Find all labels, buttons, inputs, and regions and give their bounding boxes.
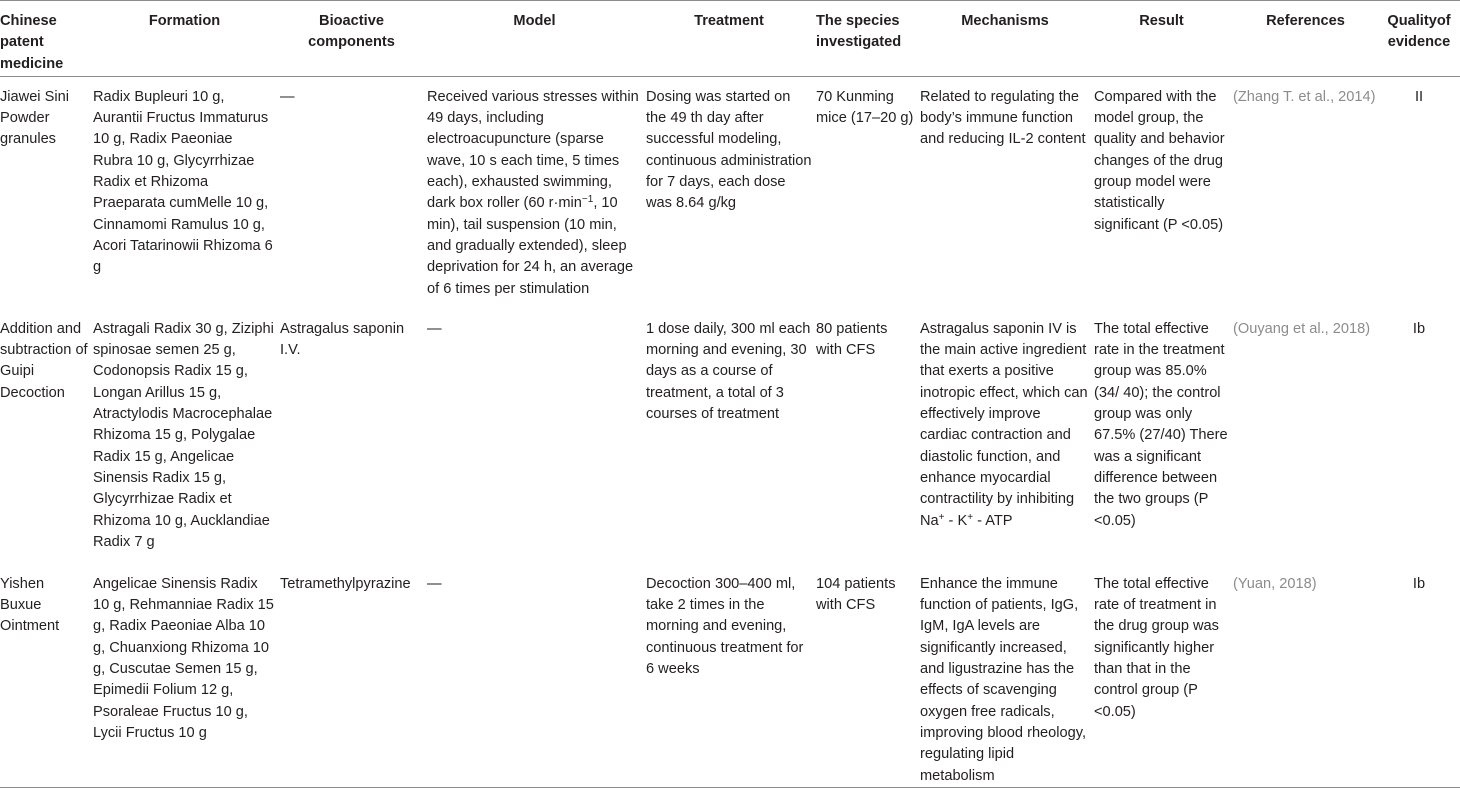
mechanisms-text-b: - ATP [973, 512, 1013, 529]
cell-bioactive: Astragalus saponin I.V. [280, 320, 405, 359]
model-text-b: , 10 min), tail suspension (10 min, and gradually extended), sleep deprivation for 24 h, an average of 6 times per stimulation [427, 195, 634, 297]
cell-model: — [427, 575, 442, 592]
cell-result: Compared with the model group, the quality and behavior changes of the drug group model were statistically significant (P <0.05) [1094, 88, 1225, 233]
header-result: Result [1094, 1, 1233, 77]
header-formation: Formation [93, 1, 280, 77]
cell-medicine: Yishen Buxue Ointment [0, 575, 60, 635]
model-superscript: −1 [581, 194, 594, 206]
cell-formation: Astragali Radix 30 g, Ziziphi spinosae semen 25 g, Codonopsis Radix 15 g, Longan Arillus 15 g, Atractylodis Macrocephalae Rhizoma 15 g, Polygalae Radix 15 g, Angelicae Sinensis Radix 15 g, Glycyrrhizae Radix et Rhizoma 10 g, Aucklandiae Radix 7 g [93, 320, 274, 550]
cell-medicine: Jiawei Sini Powder granules [0, 88, 69, 148]
header-species: The species investigated [816, 1, 920, 77]
cell-mechanisms: Enhance the immune function of patients, IgG, IgM, IgA levels are significantly increased, and ligustrazine has the effects of scavenging oxygen free radicals, improving blood rheology, regulating lipid metabolism [920, 575, 1087, 784]
cell-treatment: 1 dose daily, 300 ml each morning and evening, 30 days as a course of treatment, a total of 3 courses of treatment [646, 320, 811, 423]
reference-link[interactable]: (Zhang T. et al., 2014) [1233, 88, 1376, 105]
header-treatment: Treatment [646, 1, 816, 77]
header-mechanisms: Mechanisms [920, 1, 1094, 77]
table-row [0, 309, 1460, 564]
mechanisms-superscript-1: + [938, 511, 945, 523]
cell-bioactive: Tetramethylpyrazine [280, 575, 411, 592]
cell-species: 104 patients with CFS [816, 575, 896, 614]
mechanisms-superscript-2: + [967, 511, 974, 523]
table-row [0, 564, 1460, 787]
cell-mechanisms [920, 309, 1094, 564]
reference-link[interactable]: (Ouyang et al., 2018) [1233, 320, 1371, 337]
header-row [0, 1, 1460, 77]
mechanisms-text-mid: - K [944, 512, 968, 529]
header-quality: Qualityof evidence [1382, 1, 1460, 77]
cell-treatment: Decoction 300–400 ml, take 2 times in the morning and evening, continuous treatment for 6 weeks [646, 575, 804, 678]
cell-formation: Radix Bupleuri 10 g, Aurantii Fructus Immaturus 10 g, Radix Paeoniae Rubra 10 g, Glycyrrhizae Radix et Rhizoma Praeparata cumMelle 10 g, Cinnamomi Ramulus 10 g, Acori Tatarinowii Rhizoma 6 g [93, 88, 273, 276]
cell-mechanisms: Related to regulating the body’s immune function and reducing IL-2 content [920, 88, 1086, 148]
cell-bioactive: — [280, 88, 295, 105]
cell-formation: Angelicae Sinensis Radix 10 g, Rehmanniae Radix 15 g, Radix Paeoniae Alba 10 g, Chuanxiong Rhizoma 10 g, Cuscutae Semen 15 g, Epimedii Folium 12 g, Psoraleae Fructus 10 g, Lycii Fructus 10 g [93, 575, 274, 741]
cell-model: — [427, 320, 442, 337]
header-bioactive: Bioactive components [280, 1, 427, 77]
reference-link[interactable]: (Yuan, 2018) [1233, 575, 1317, 592]
cell-model [427, 76, 646, 309]
cell-quality: Ib [1412, 575, 1426, 592]
cell-result: The total effective rate of treatment in the drug group was significantly higher than that in the control group (P <0.05) [1094, 575, 1219, 720]
cell-species: 70 Kunming mice (17–20 g) [816, 88, 914, 127]
header-references: References [1233, 1, 1382, 77]
table-row [0, 76, 1460, 309]
header-model: Model [427, 1, 646, 77]
cell-quality: Ib [1412, 320, 1426, 337]
header-medicine: Chinese patent medicine [0, 1, 93, 77]
cell-treatment: Dosing was started on the 49 th day after successful modeling, continuous administration for 7 days, each dose was 8.64 g/kg [646, 88, 812, 212]
cell-species: 80 patients with CFS [816, 320, 888, 359]
cell-medicine: Addition and subtraction of Guipi Decoction [0, 320, 88, 401]
mechanisms-text-a: Astragalus saponin IV is the main active ingredient that exerts a positive inotropic effect, which can effectively improve cardiac contraction and diastolic function, and enhance myocardial contractility by inhibiting Na [920, 320, 1088, 529]
cell-result: The total effective rate in the treatment group was 85.0% (34/ 40); the control group was only 67.5% (27/40) There was a significant difference between the two groups (P <0.05) [1094, 320, 1228, 529]
model-text-a: Received various stresses within 49 days, including electroacupuncture (sparse wave, 10 s each time, 5 times each), exhausted swimming, dark box roller (60 r·min [427, 88, 639, 212]
cell-quality: II [1414, 88, 1424, 105]
